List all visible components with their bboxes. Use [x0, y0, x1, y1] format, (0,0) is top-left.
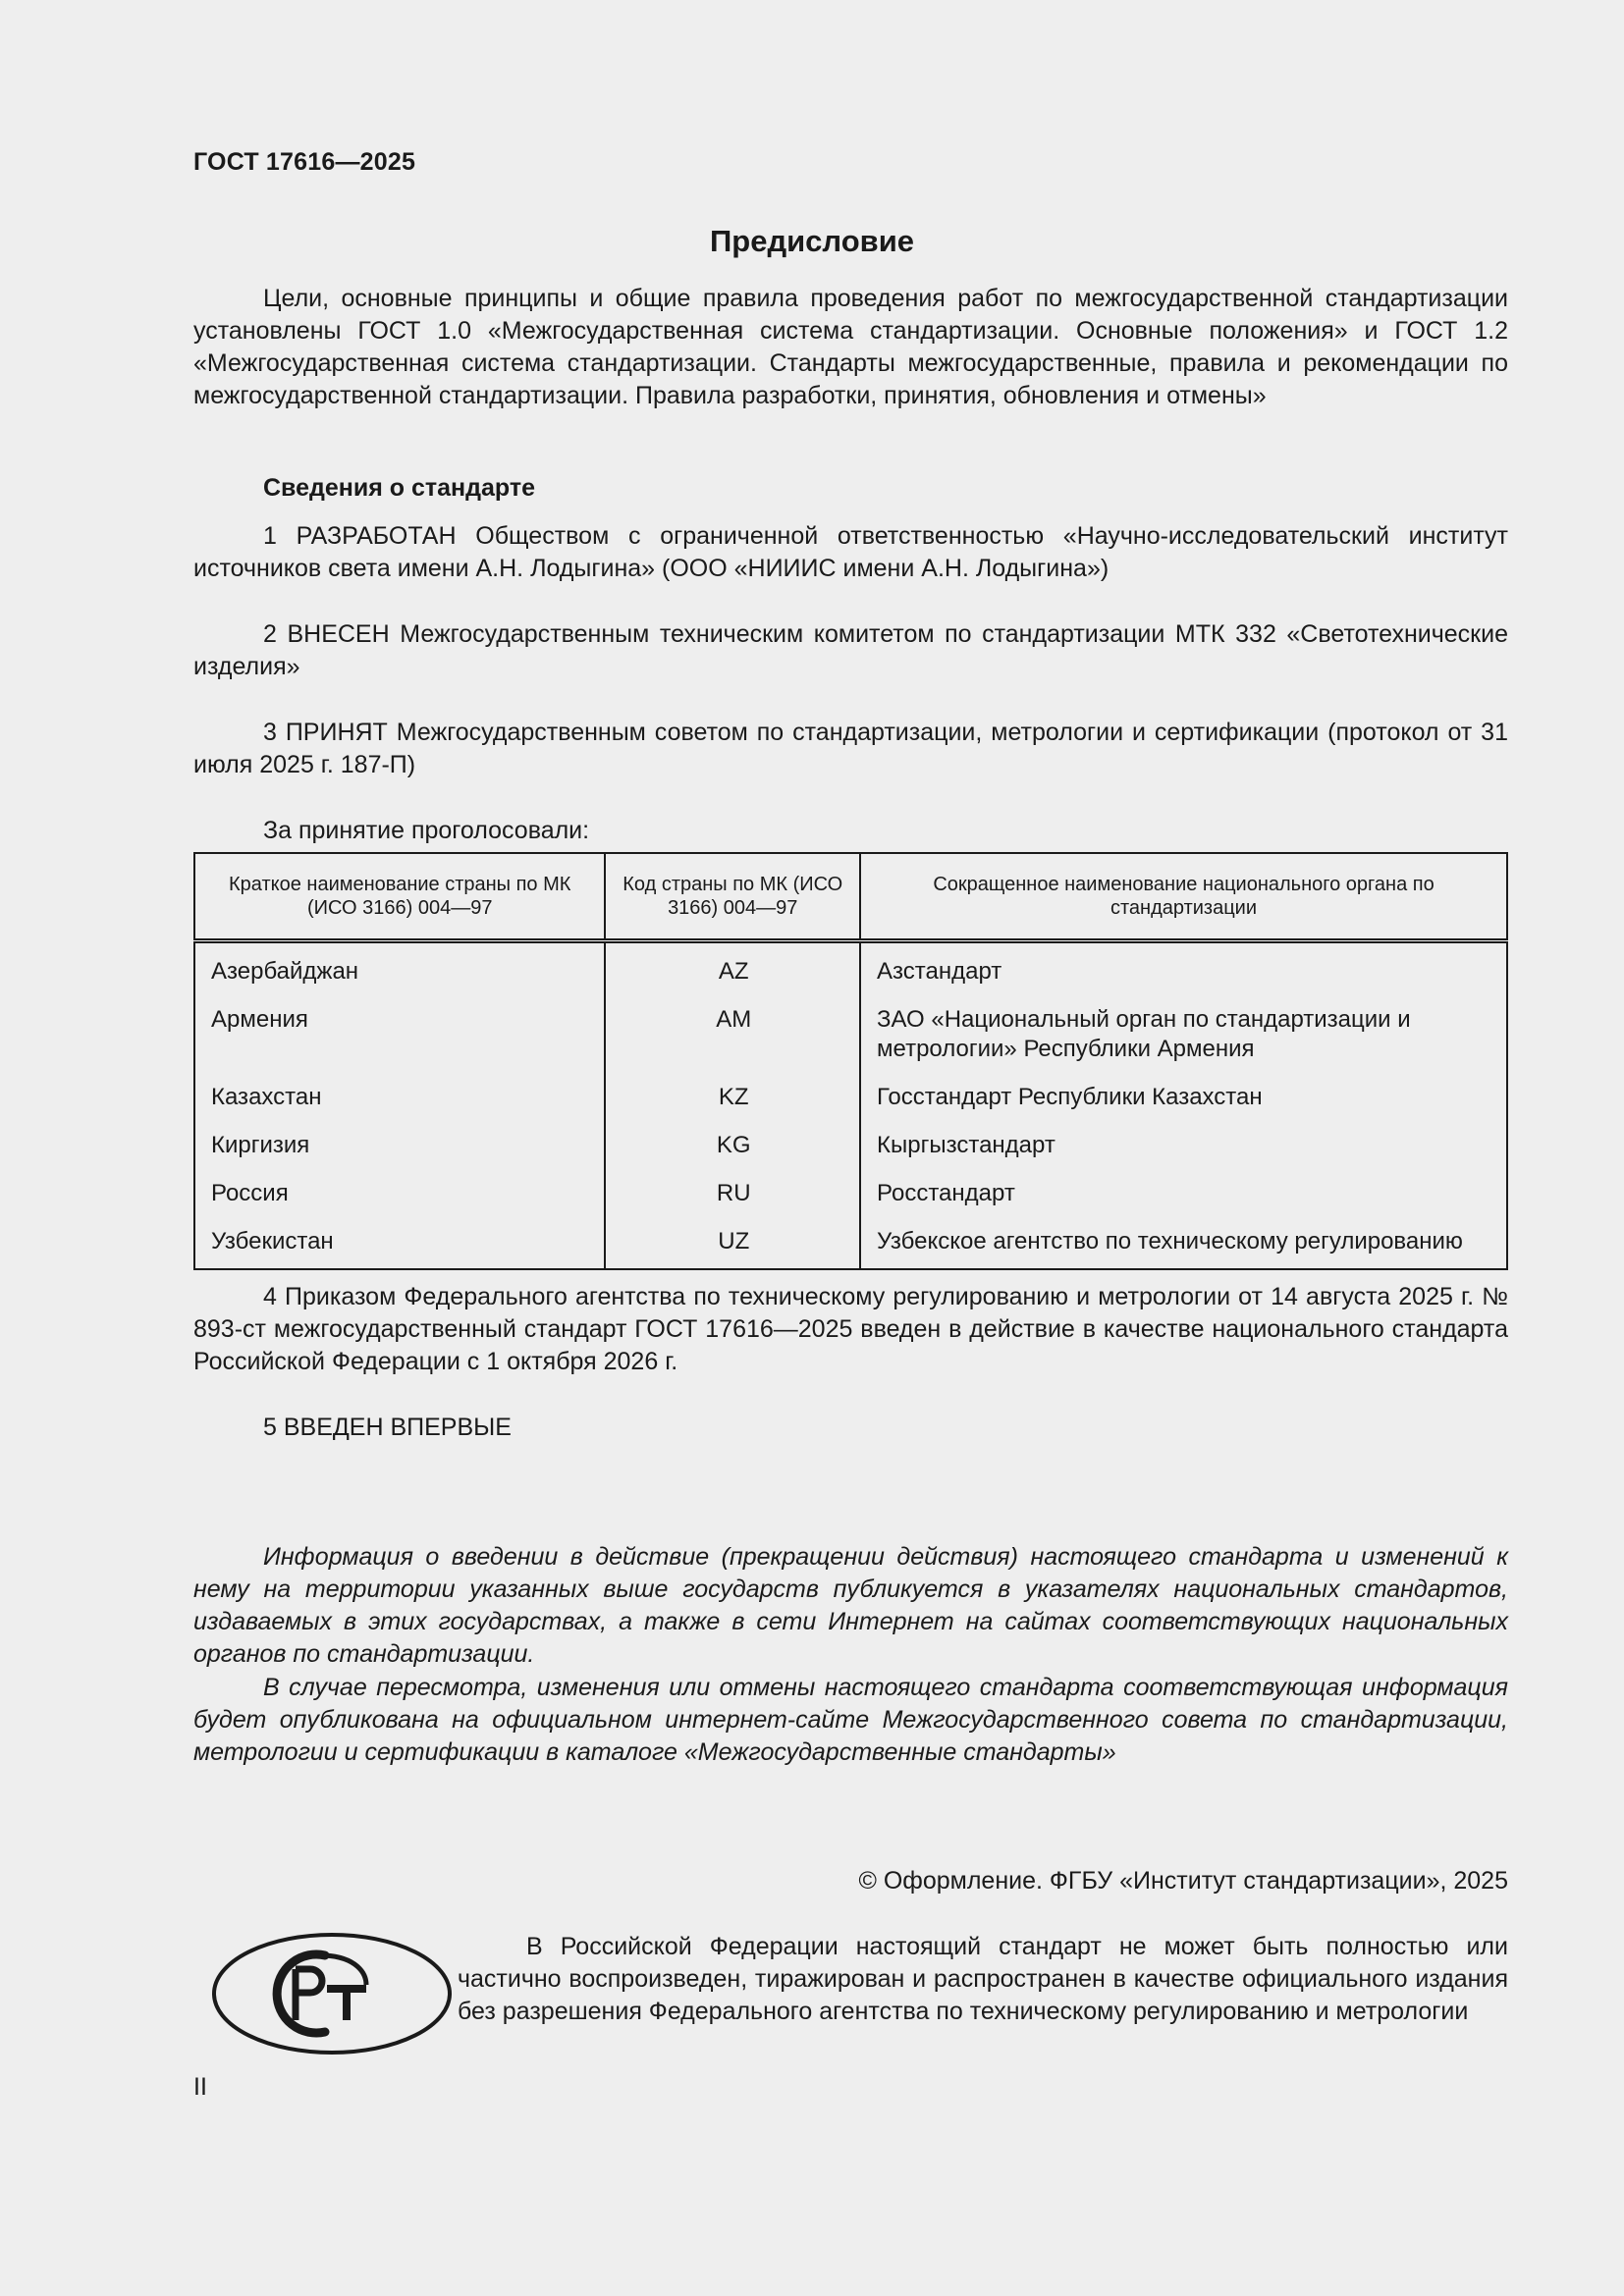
copyright-notice	[458, 1931, 1508, 2028]
page-number: II	[193, 2073, 207, 2101]
cell-country: Россия	[194, 1170, 605, 1218]
cell-country: Узбекистан	[194, 1218, 605, 1269]
item-4	[193, 1281, 1508, 1378]
table-row	[194, 1218, 1507, 1269]
info-heading	[193, 472, 1508, 505]
cell-code: KG	[605, 1122, 860, 1170]
table-row	[194, 996, 1507, 1074]
document-header: ГОСТ 17616—2025	[193, 148, 416, 176]
table-row	[194, 1074, 1507, 1122]
copyright: © Оформление. ФГБУ «Институт стандартизации», 2025	[858, 1867, 1508, 1895]
info-note-1-text: Информация о введении в действие (прекращении действия) настоящего стандарта и изменений к нему на территории указанных выше государств публикуется в указателях национальных стандартов, издаваемых в этих государствах, а также в сети Интернет на сайтах соответствующих национальных органов по стандартизации.	[193, 1543, 1508, 1668]
cell-country: Казахстан	[194, 1074, 605, 1122]
info-heading-text: Сведения о стандарте	[263, 474, 536, 502]
cell-country: Армения	[194, 996, 605, 1074]
cell-code: AZ	[605, 941, 860, 997]
table-row	[194, 941, 1507, 997]
page-title: Предисловие	[709, 224, 914, 258]
table-row	[194, 1170, 1507, 1218]
cell-body: Узбекское агентство по техническому регулированию	[877, 1228, 1463, 1255]
table-row	[194, 1122, 1507, 1170]
table-header-body: Сокращенное наименование национального органа по стандартизации	[860, 853, 1507, 941]
table-header-row	[194, 853, 1507, 941]
cell-code: AM	[605, 996, 860, 1074]
copyright-notice-text: В Российской Федерации настоящий стандарт не может быть полностью или частично воспроизведен, тиражирован и распространен в качестве официального издания без разрешения Федерального агентства по техническому регулированию и метрологии	[458, 1933, 1508, 2025]
cell-body: Госстандарт Республики Казахстан	[877, 1084, 1263, 1110]
voted-label-text: За принятие проголосовали:	[263, 817, 590, 844]
item-3-text: 3 ПРИНЯТ Межгосударственным советом по стандартизации, метрологии и сертификации (протокол от 31 июля 2025 г. 187-П)	[193, 719, 1508, 778]
cell-body: ЗАО «Национальный орган по стандартизации и метрологии» Республики Армения	[877, 1006, 1411, 1062]
info-note-1	[193, 1541, 1508, 1671]
item-2	[193, 618, 1508, 683]
table-header-code: Код страны по МК (ИСО 3166) 004—97	[605, 853, 860, 941]
rst-certification-logo-icon	[209, 1930, 455, 2057]
cell-code: KZ	[605, 1074, 860, 1122]
item-1-text: 1 РАЗРАБОТАН Обществом с ограниченной ответственностью «Научно-исследовательский институт источников света имени А.Н. Лодыгина» (ООО «НИИИС имени А.Н. Лодыгина»)	[193, 522, 1508, 582]
table-header-country: Краткое наименование страны по МК (ИСО 3166) 004—97	[194, 853, 605, 941]
info-note-2-text: В случае пересмотра, изменения или отмены настоящего стандарта соответствующая информация будет опубликована на официальном интернет-сайте Межгосударственного совета по стандартизации, метрологии и сертификации в каталоге «Межгосударственные стандарты»	[193, 1674, 1508, 1766]
item-4-text: 4 Приказом Федерального агентства по техническому регулированию и метрологии от 14 августа 2025 г. № 893-ст межгосударственный стандарт ГОСТ 17616—2025 введен в действие в качестве национального стандарта Российской Федерации с 1 октября 2026 г.	[193, 1283, 1508, 1375]
cell-country: Азербайджан	[194, 941, 605, 997]
item-1	[193, 520, 1508, 585]
intro-paragraph	[193, 283, 1508, 412]
voted-label	[193, 815, 1508, 847]
cell-code: UZ	[605, 1218, 860, 1269]
item-5-text: 5 ВВЕДЕН ВПЕРВЫЕ	[263, 1414, 512, 1441]
voting-table	[193, 852, 1508, 1270]
item-3	[193, 717, 1508, 781]
cell-country: Киргизия	[194, 1122, 605, 1170]
item-5	[193, 1412, 1508, 1444]
intro-text: Цели, основные принципы и общие правила проведения работ по межгосударственной стандартизации установлены ГОСТ 1.0 «Межгосударственная система стандартизации. Основные положения» и ГОСТ 1.2 «Межгосударственная система стандартизации. Стандарты межгосударственные, правила и рекомендации по межгосударственной стандартизации. Правила разработки, принятия, обновления и отмены»	[193, 285, 1508, 409]
cell-code: RU	[605, 1170, 860, 1218]
cell-body: Росстандарт	[877, 1180, 1015, 1206]
cell-body: Кыргызстандарт	[877, 1132, 1056, 1158]
item-2-text: 2 ВНЕСЕН Межгосударственным техническим комитетом по стандартизации МТК 332 «Светотехнические изделия»	[193, 620, 1508, 680]
info-note-2	[193, 1672, 1508, 1769]
cell-body: Азстандарт	[877, 958, 1002, 985]
